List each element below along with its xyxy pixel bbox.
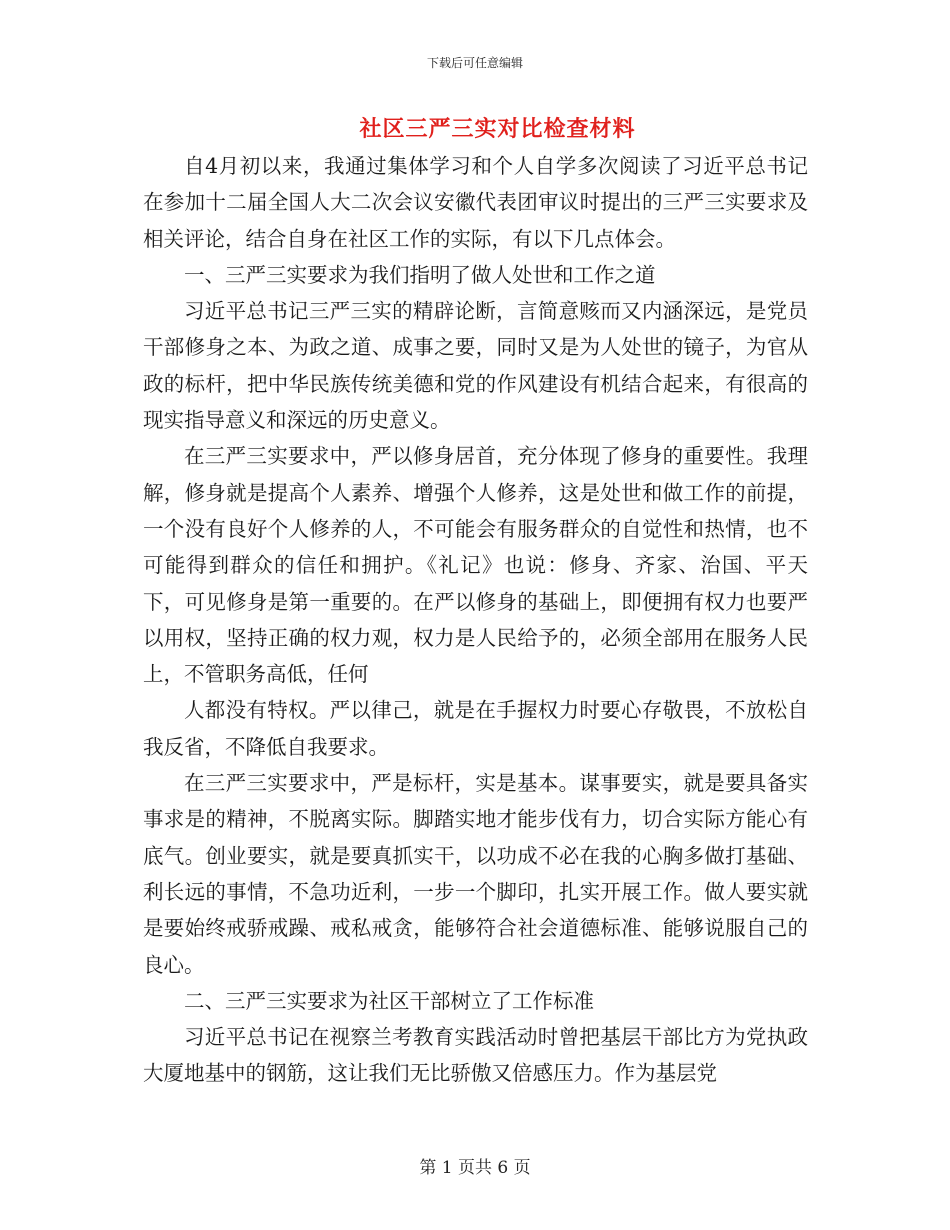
document-body: [143, 148, 808, 1092]
page-footer: 第 1 页共 6 页: [419, 1158, 531, 1178]
paragraph: 在三严三实要求中，严是标杆，实是基本。谋事要实，就是要具备实事求是的精神，不脱离实际。脚踏实地才能步伐有力，切合实际方能心有底气。创业要实，就是要真抓实干，以功成不必在我的心胸多做打基础、利长远的事情，不急功近利，一步一个脚印，扎实开展工作。做人要实就是要始终戒骄戒躁、戒私戒贪，能够符合社会道德标准、能够说服自己的良心。: [143, 771, 808, 977]
section-heading-1: 一、三严三实要求为我们指明了做人处世和工作之道: [184, 262, 656, 287]
section-heading-2: 二、三严三实要求为社区干部树立了工作标准: [184, 988, 594, 1013]
paragraph: 习近平总书记在视察兰考教育实践活动时曾把基层干部比方为党执政大厦地基中的钢筋，这让我们无比骄傲又倍感压力。作为基层党: [143, 1025, 808, 1086]
document-title: 社区三严三实对比检查材料: [359, 117, 636, 142]
paragraph: 习近平总书记三严三实的精辟论断，言简意赅而又内涵深远，是党员干部修身之本、为政之道、成事之要，同时又是为人处世的镜子，为官从政的标杆，把中华民族传统美德和党的作风建设有机结合起来，有很高的现实指导意义和深远的历史意义。: [143, 299, 808, 433]
paragraph-intro: 自4月初以来，我通过集体学习和个人自学多次阅读了习近平总书记在参加十二届全国人大二次会议安徽代表团审议时提出的三严三实要求及相关评论，结合自身在社区工作的实际，有以下几点体会。: [143, 154, 808, 251]
paragraph: 在三严三实要求中，严以修身居首，充分体现了修身的重要性。我理解，修身就是提高个人素养、增强个人修养，这是处世和做工作的前提，一个没有良好个人修养的人，不可能会有服务群众的自觉性和热情，也不可能得到群众的信任和拥护。《礼记》也说：修身、齐家、治国、平天下，可见修身是第一重要的。在严以修身的基础上，即便拥有权力也要严以用权，坚持正确的权力观，权力是人民给予的，必须全部用在服务人民上，不管职务高低，任何: [143, 444, 808, 687]
paragraph: 人都没有特权。严以律己，就是在手握权力时要心存敬畏，不放松自我反省，不降低自我要求。: [143, 698, 808, 759]
header-note: 下载后可任意编辑: [426, 56, 523, 70]
